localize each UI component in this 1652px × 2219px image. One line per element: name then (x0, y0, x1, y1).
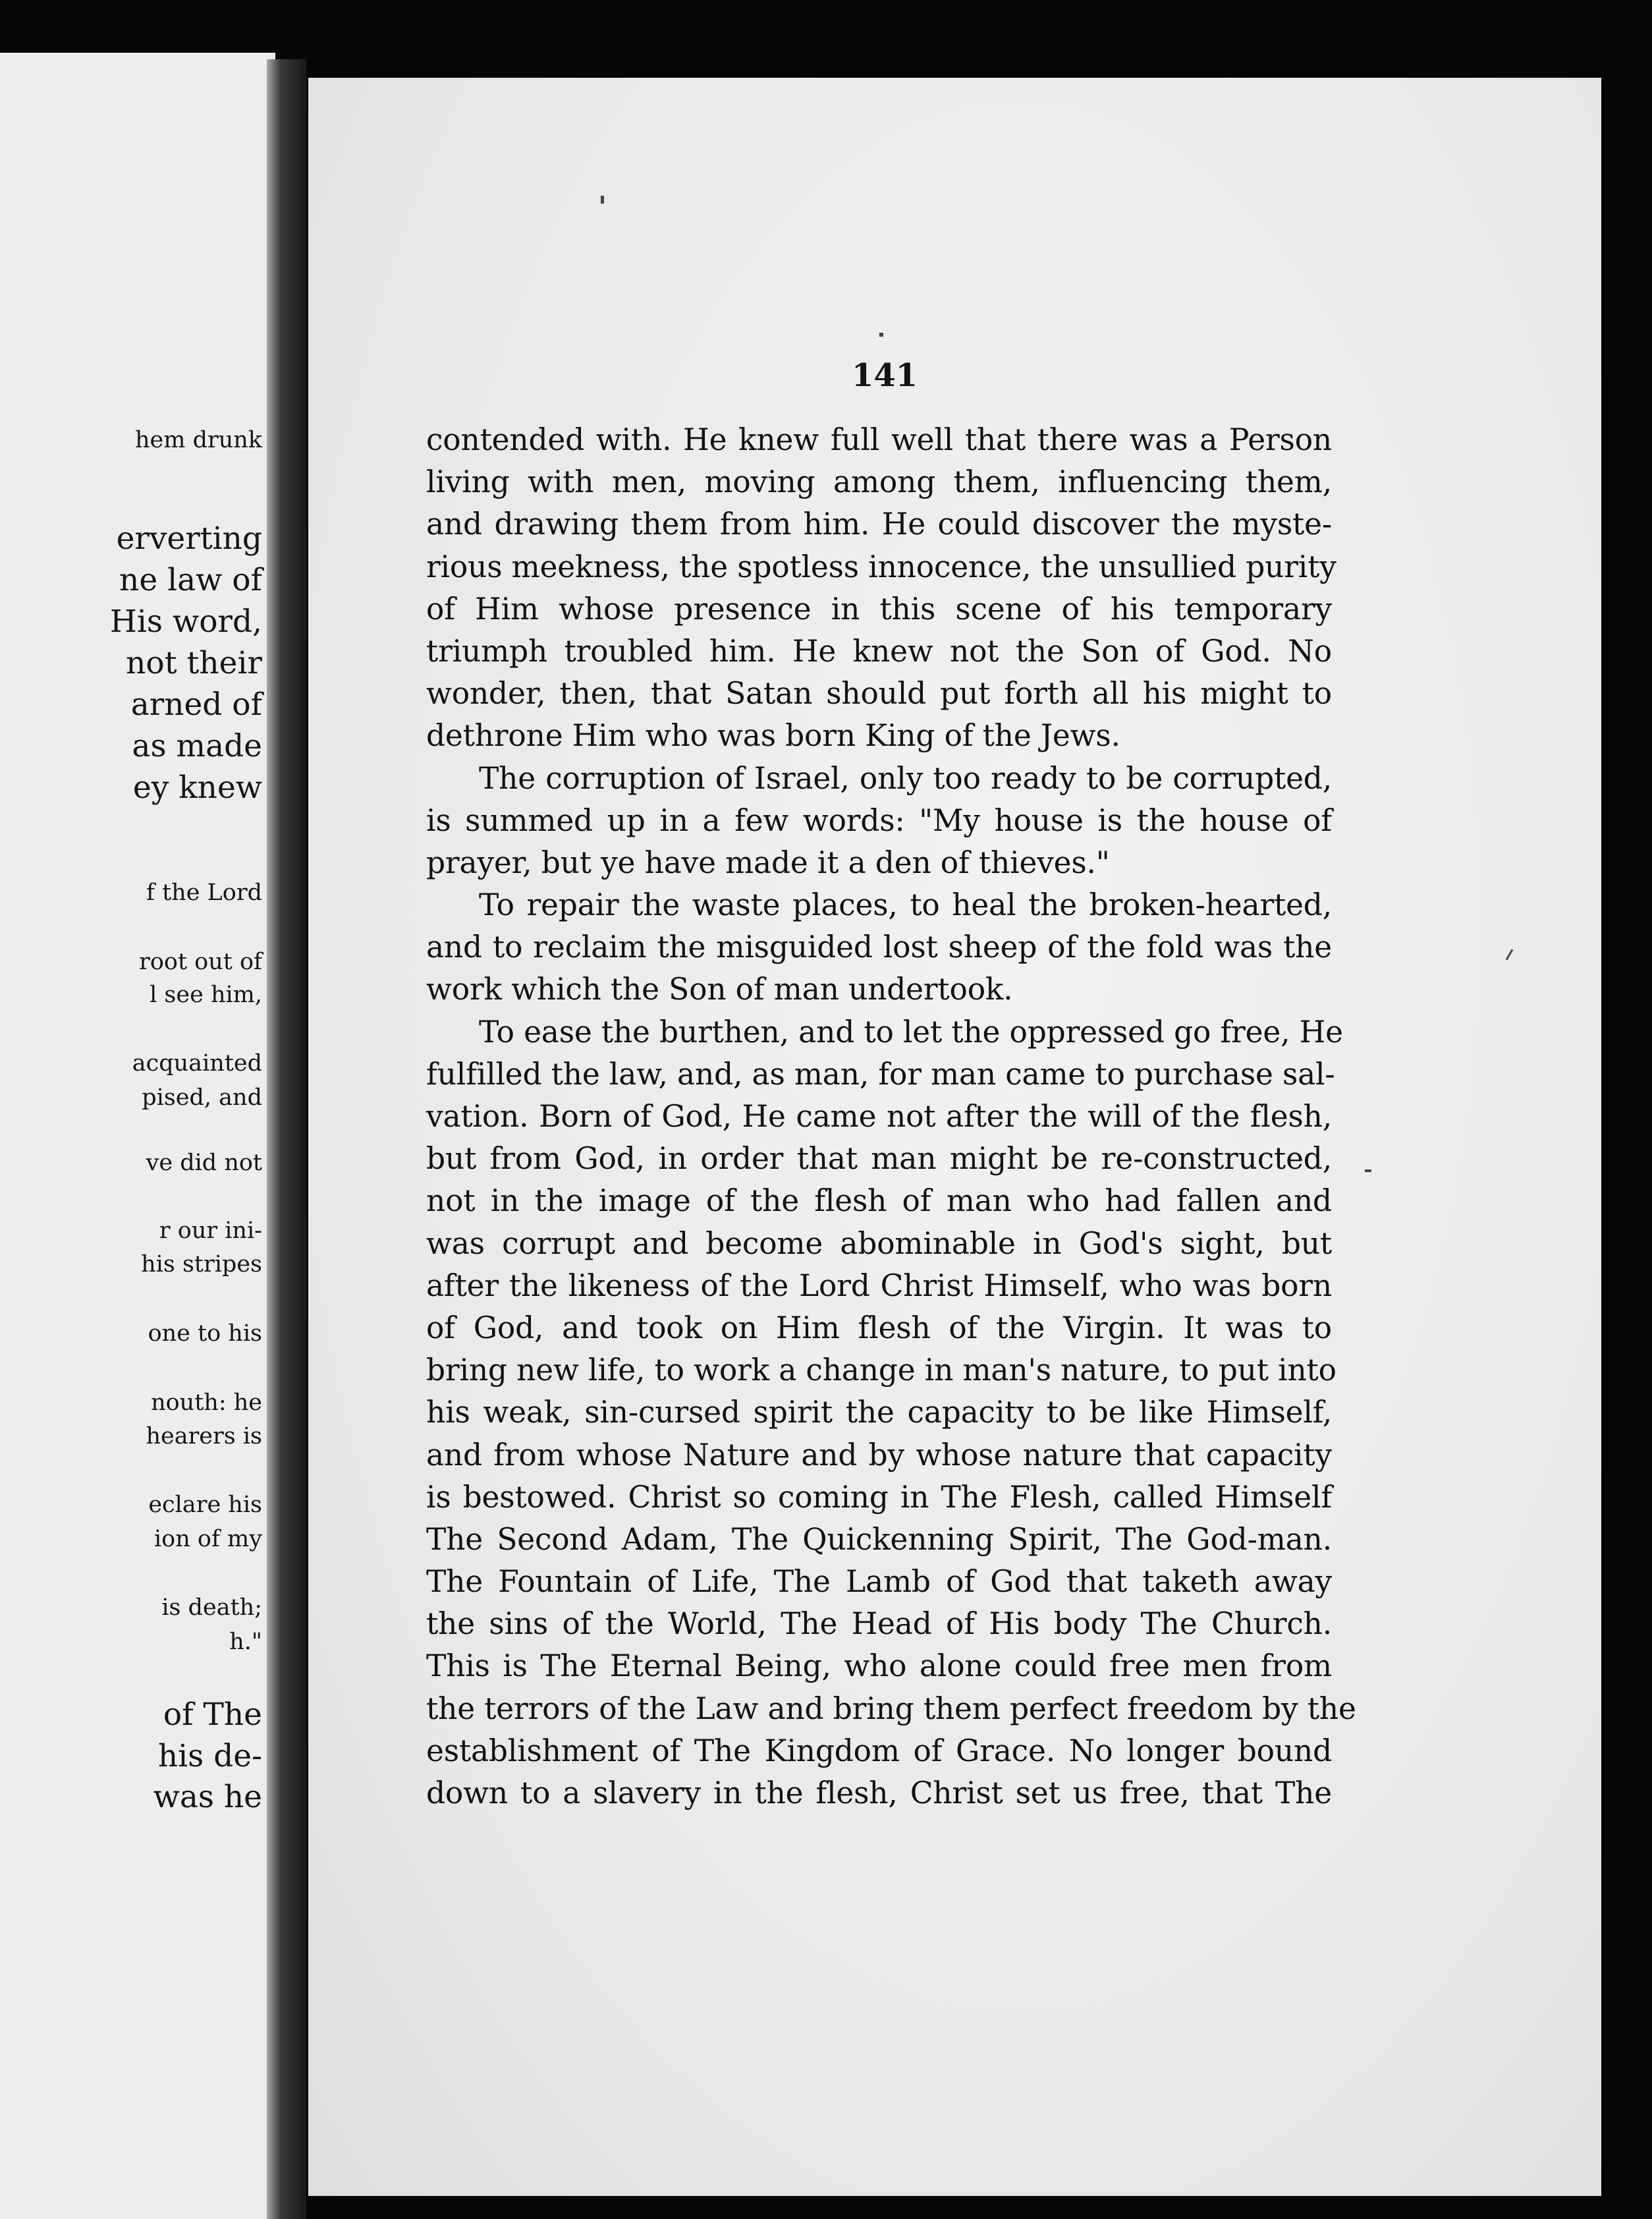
previous-page-line: acquainted (132, 1050, 262, 1077)
text-line: establishment of The Kingdom of Grace. No longer bound (426, 1733, 1332, 1768)
previous-page-line: h." (229, 1629, 262, 1655)
previous-page-line: pised, and (142, 1084, 262, 1111)
previous-page-line: as made (132, 728, 262, 764)
previous-page-line: arned of (130, 687, 262, 723)
text-line: and to reclaim the misguided lost sheep of the fold was the (426, 930, 1332, 965)
previous-page-line: is death; (161, 1594, 262, 1621)
text-line: of Him whose presence in this scene of his temporary (426, 591, 1332, 627)
text-line: was corrupt and become abominable in God's sight, but (426, 1225, 1332, 1261)
previous-page-line: one to his (148, 1320, 262, 1347)
text-line: is summed up in a few words: "My house is the house of (426, 802, 1332, 838)
previous-page-line: was he (153, 1779, 262, 1815)
ink-speck (879, 333, 883, 337)
text-line: his weak, sin-cursed spirit the capacity to be like Himself, (426, 1395, 1332, 1430)
text-line: The corruption of Israel, only too ready to be corrupted, (479, 760, 1332, 796)
ink-speck (601, 196, 604, 204)
previous-page-line: His word, (109, 604, 262, 640)
previous-page-line: ey knew (132, 770, 262, 806)
previous-page-line: root out of (139, 949, 262, 975)
text-line: fulfilled the law, and, as man, for man came to purchase sal- (426, 1056, 1335, 1092)
book-gutter (267, 59, 306, 2219)
page-body-text (426, 419, 1356, 1814)
previous-page-line: r our ini- (159, 1218, 262, 1244)
text-line: down to a slavery in the flesh, Christ set us free, that The (426, 1776, 1332, 1811)
previous-page-line: l see him, (150, 982, 262, 1008)
text-line: The Fountain of Life, The Lamb of God that taketh away (426, 1564, 1332, 1600)
text-line: To repair the waste places, to heal the broken-hearted, (479, 887, 1332, 923)
previous-page-line: ne law of (119, 562, 262, 598)
text-line: vation. Born of God, He came not after the will of the flesh, (426, 1099, 1332, 1134)
previous-page-line: ion of my (153, 1526, 262, 1552)
previous-page-line: of The (163, 1697, 262, 1733)
text-line: triumph troubled him. He knew not the Son of God. No (426, 633, 1332, 669)
text-line: of God, and took on Him flesh of the Virgin. It was to (426, 1310, 1332, 1345)
text-line: contended with. He knew full well that there was a Person (426, 422, 1332, 457)
text-line: bring new life, to work a change in man's nature, to put into (426, 1353, 1336, 1388)
previous-page-line: f the Lord (146, 880, 262, 906)
previous-page-line: nouth: he (151, 1390, 262, 1416)
text-line: rious meekness, the spotless innocence, the unsullied purity (426, 549, 1336, 584)
text-line: not in the image of the flesh of man who had fallen and (426, 1183, 1332, 1219)
previous-page-line: hem drunk (135, 427, 262, 453)
text-line: the terrors of the Law and bring them perfect freedom by the (426, 1691, 1356, 1726)
text-line: dethrone Him who was born King of the Jews. (426, 718, 1120, 754)
text-line: but from God, in order that man might be re-constructed, (426, 1141, 1332, 1177)
page-number: 141 (852, 357, 918, 394)
text-line: living with men, moving among them, influencing them, (426, 464, 1332, 500)
previous-page-fragment (0, 53, 275, 2219)
previous-page-line: erverting (116, 520, 262, 557)
text-line: This is The Eternal Being, who alone could free men from (426, 1648, 1332, 1684)
text-line: work which the Son of man undertook. (426, 972, 1013, 1007)
previous-page-line: ve did not (146, 1150, 262, 1176)
previous-page-line: not their (126, 645, 262, 681)
text-line: is bestowed. Christ so coming in The Flesh, called Himself (426, 1479, 1332, 1515)
previous-page-line: hearers is (146, 1423, 262, 1449)
text-line: the sins of the World, The Head of His body The Church. (426, 1606, 1332, 1642)
text-line: and drawing them from him. He could discover the myste- (426, 507, 1332, 542)
text-line: and from whose Nature and by whose nature that capacity (426, 1437, 1332, 1473)
text-line: after the likeness of the Lord Christ Himself, who was born (426, 1268, 1332, 1303)
ink-speck (1365, 1169, 1371, 1172)
text-line: The Second Adam, The Quickenning Spirit, The God-man. (426, 1521, 1332, 1557)
text-line: prayer, but ye have made it a den of thieves." (426, 845, 1110, 880)
previous-page-line: eclare his (148, 1492, 262, 1518)
text-line: wonder, then, that Satan should put forth all his might to (426, 676, 1332, 712)
previous-page-line: his de- (157, 1738, 262, 1774)
text-line: To ease the burthen, and to let the oppressed go free, He (479, 1014, 1343, 1050)
previous-page-line: his stripes (141, 1251, 262, 1278)
